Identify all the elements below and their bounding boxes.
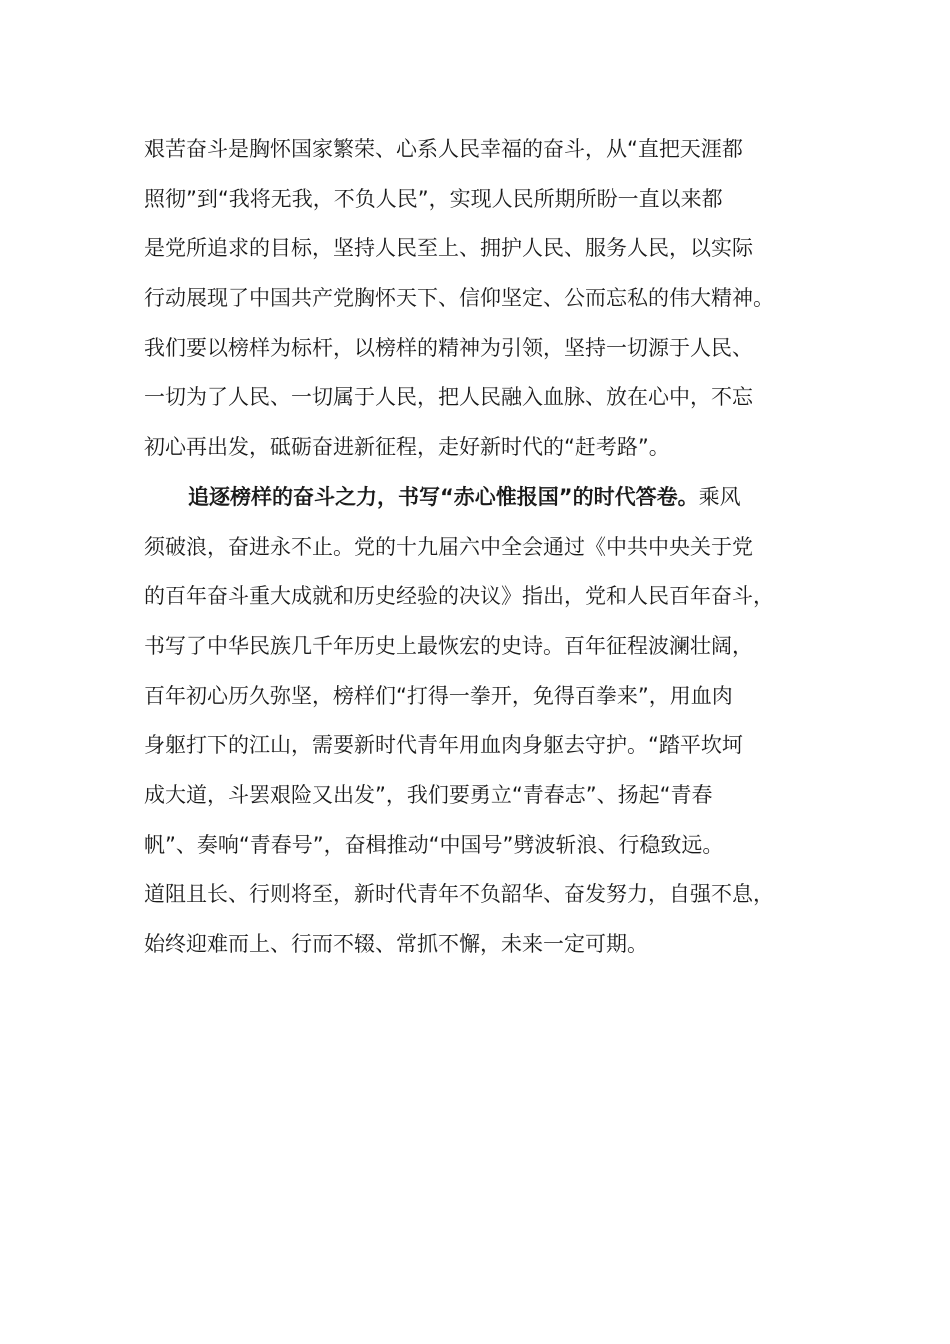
paragraph-2-line-10: 始终迎难而上、行而不辍、常抓不懈，未来一定可期。 (144, 932, 648, 956)
paragraph-1-line-3: 是党所追求的目标，坚持人民至上、拥护人民、服务人民，以实际 (144, 236, 753, 261)
paragraph-2-heading: 追逐榜样的奋斗之力，书写“赤心惟报国”的时代答卷。 (188, 484, 699, 509)
paragraph-2-line-5: 百年初心历久弥坚，榜样们“打得一拳开，免得百拳来”，用血肉 (144, 683, 733, 708)
paragraph-2-line-2: 须破浪，奋进永不止。党的十九届六中全会通过《中共中央关于党 (144, 534, 753, 559)
paragraph-2-line-8: 帆”、奏响“青春号”，奋楫推动“中国号”劈波斩浪、行稳致远。 (144, 832, 724, 857)
body-text (144, 125, 814, 970)
paragraph-2-line-3: 的百年奋斗重大成就和历史经验的决议》指出，党和人民百年奋斗， (144, 584, 774, 609)
paragraph-2-line-4: 书写了中华民族几千年历史上最恢宏的史诗。百年征程波澜壮阔， (144, 633, 753, 658)
paragraph-2-line-7: 成大道，斗罢艰险又出发”，我们要勇立“青春志”、扬起“青春 (144, 782, 713, 807)
paragraph-2-line-6: 身躯打下的江山，需要新时代青年用血肉身躯去守护。“踏平坎坷 (144, 733, 743, 758)
paragraph-2-line-1 (144, 473, 814, 523)
paragraph-1-line-1: 艰苦奋斗是胸怀国家繁荣、心系人民幸福的奋斗，从“直把天涯都 (144, 137, 743, 161)
paragraph-2-line-9: 道阻且长、行则将至，新时代青年不负韶华、奋发努力，自强不息， (144, 882, 774, 907)
paragraph-1-line-4: 行动展现了中国共产党胸怀天下、信仰坚定、公而忘私的伟大精神。 (144, 286, 774, 311)
paragraph-1-line-7: 初心再出发，砥砺奋进新征程，走好新时代的“赶考路”。 (144, 435, 670, 460)
paragraph-1-line-2: 照彻”到“我将无我，不负人民”，实现人民所期所盼一直以来都 (144, 186, 723, 211)
paragraph-1-line-6: 一切为了人民、一切属于人民，把人民融入血脉、放在心中，不忘 (144, 385, 753, 410)
paragraph-2-first-line-rest: 乘风 (698, 484, 741, 509)
paragraph-1-line-5: 我们要以榜样为标杆，以榜样的精神为引领，坚持一切源于人民、 (144, 335, 753, 360)
